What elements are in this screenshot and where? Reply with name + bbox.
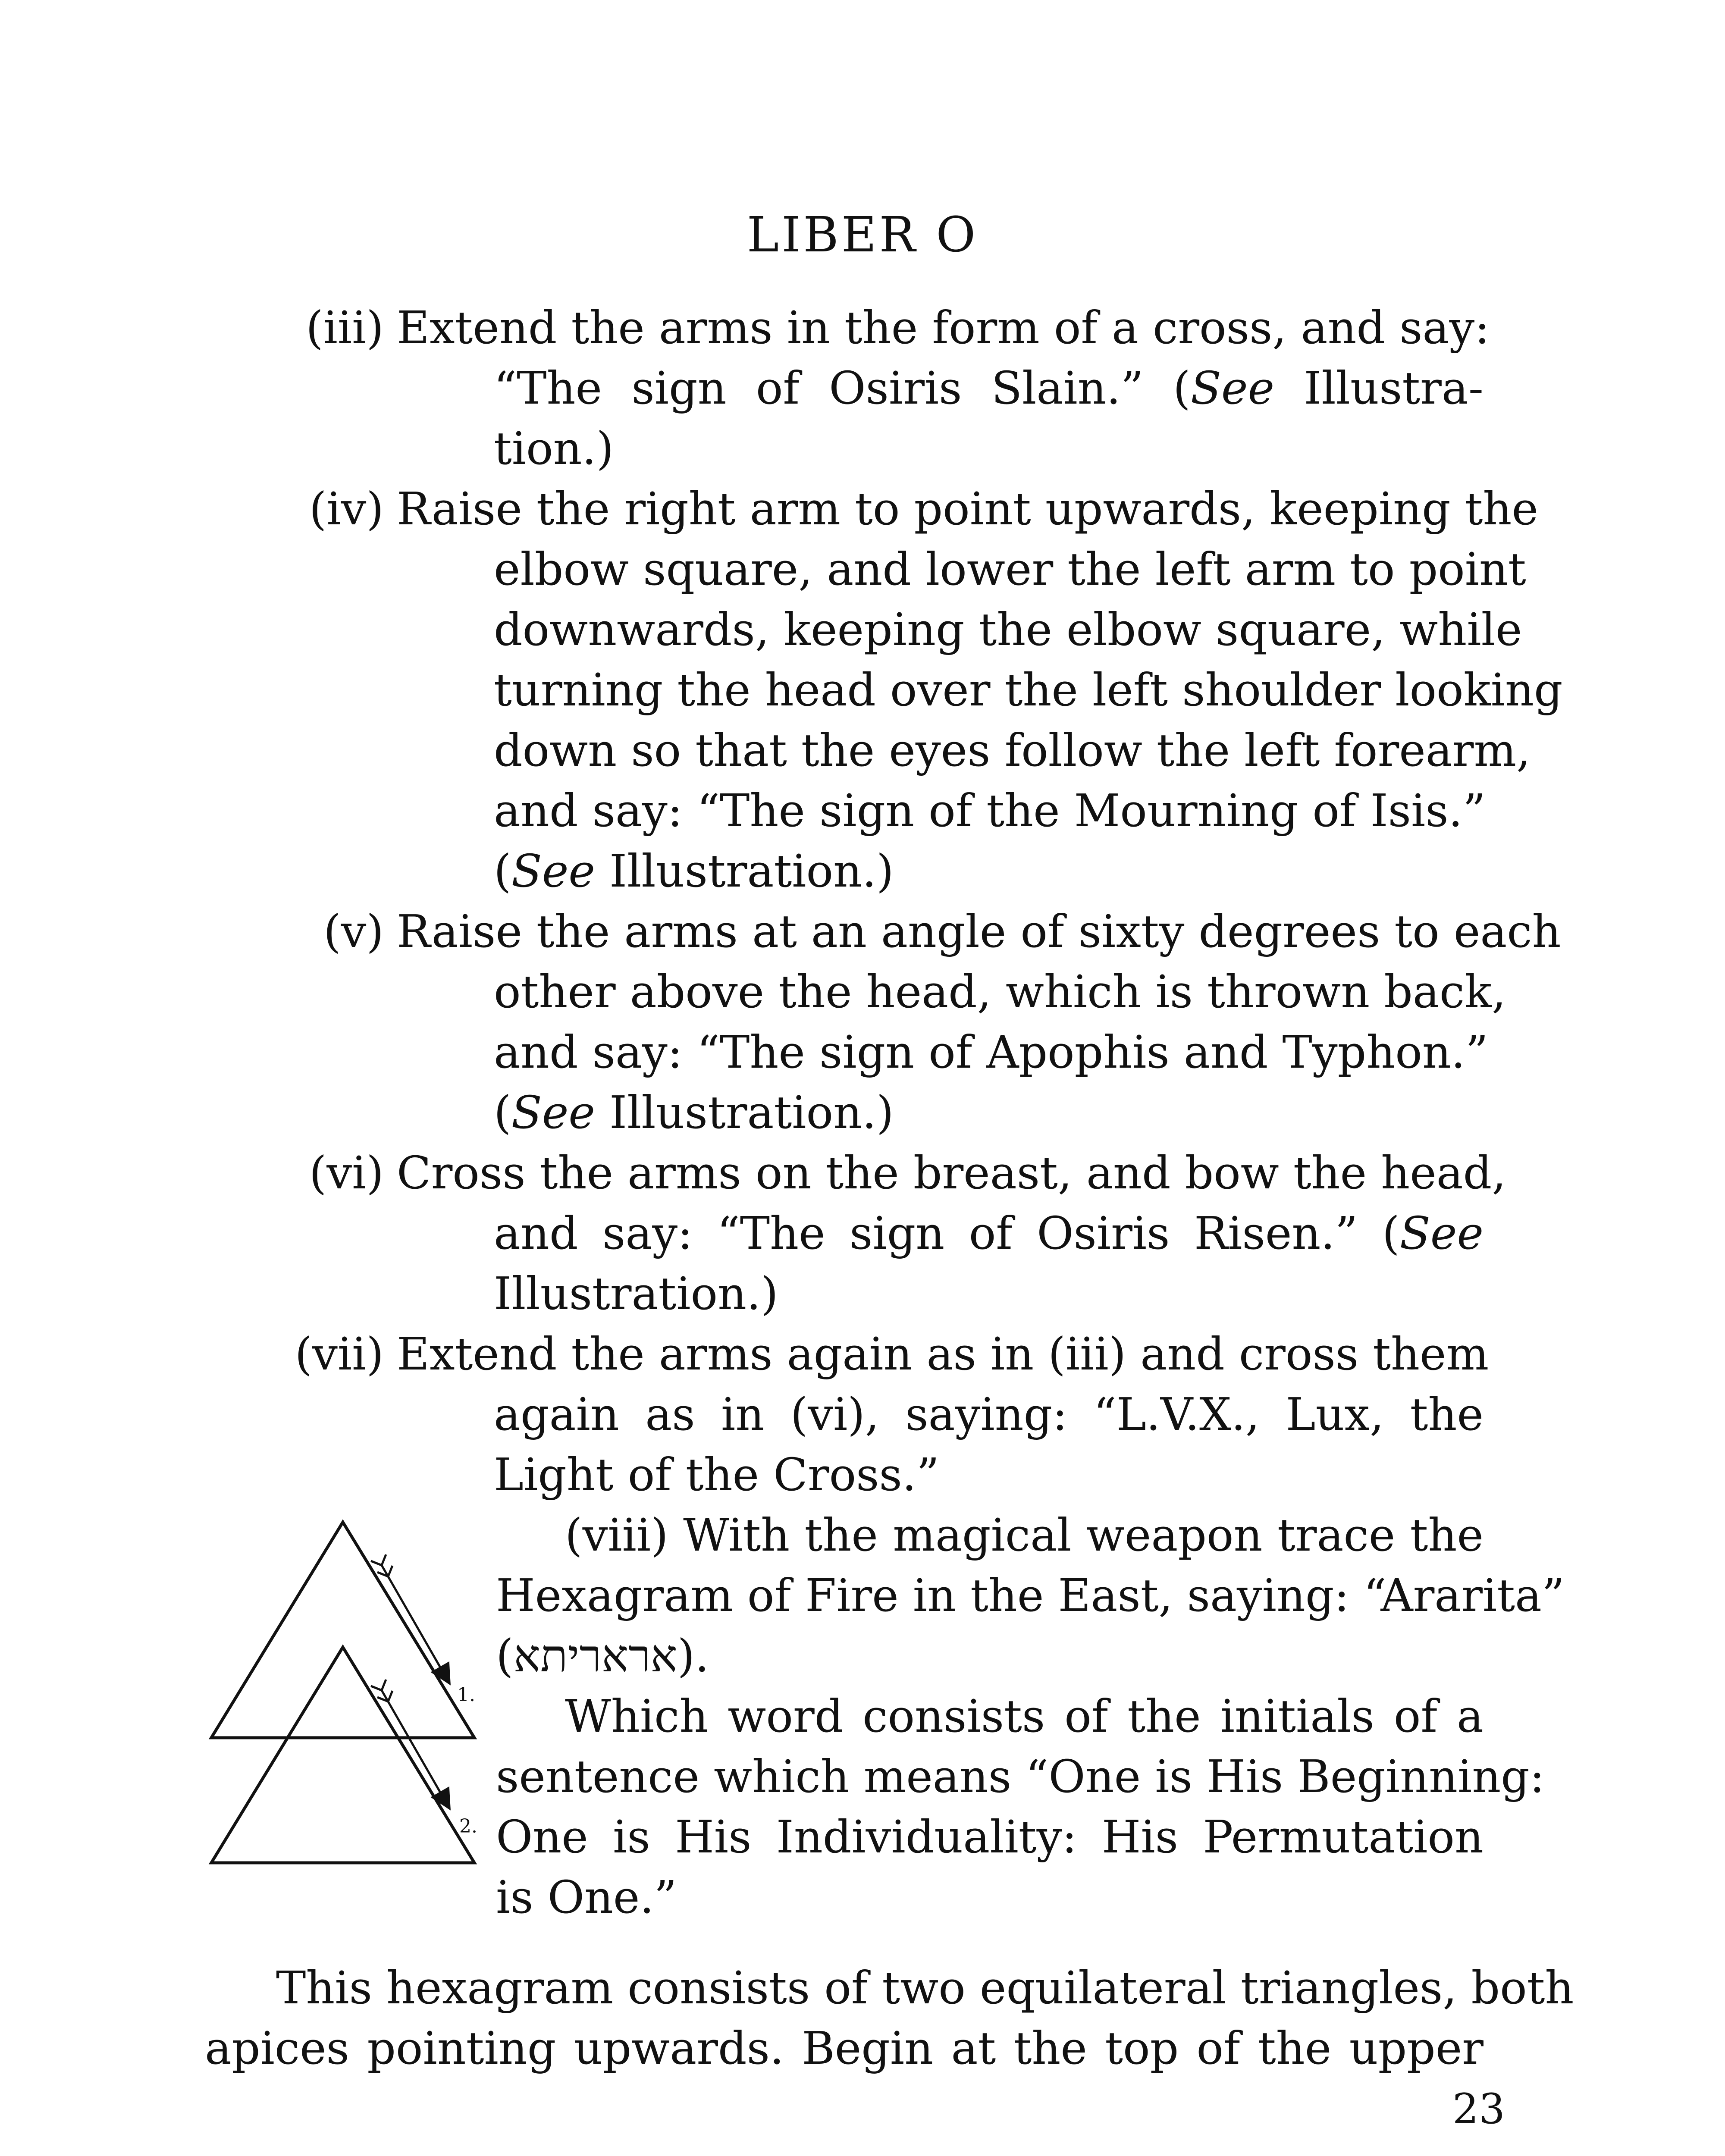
item-v-line-1: Raise the arms at an angle of sixty degrees to each <box>397 905 1561 958</box>
item-viii-line-5: sentence which means “One is His Beginning: <box>496 1750 1545 1803</box>
item-iv-line-2: elbow square, and lower the left arm to point <box>494 543 1526 595</box>
item-number-vi: (vi) <box>309 1147 384 1199</box>
figure-label-2: 2. <box>459 1815 477 1837</box>
item-v-line-2: other above the head, which is thrown back, <box>494 965 1506 1018</box>
item-number-vii: (vii) <box>295 1328 384 1380</box>
item-number-iii: (iii) <box>306 301 384 354</box>
trace-arrow-1 <box>382 1565 448 1682</box>
running-head: LIBER O <box>746 207 979 263</box>
item-vi-line-3: Illustration.) <box>494 1267 778 1320</box>
upper-triangle <box>211 1522 474 1738</box>
item-iii-line-3: tion.) <box>494 422 614 475</box>
closing-line-2: apices pointing upwards. Begin at the top of the upper <box>205 2022 1484 2075</box>
page-number: 23 <box>1452 2085 1505 2133</box>
item-iv-line-6: and say: “The sign of the Mourning of Isis.” <box>494 784 1486 837</box>
item-iv-line-1: Raise the right arm to point upwards, keeping the <box>397 483 1539 535</box>
figure-label-1: 1. <box>457 1684 475 1706</box>
item-viii-line-6: One is His Individuality: His Permutation <box>496 1811 1484 1863</box>
item-vii-line-3: Light of the Cross.” <box>494 1448 940 1501</box>
item-iii-line-2: “The sign of Osiris Slain.” (See Illustra- <box>494 362 1484 414</box>
hexagram-of-fire-figure <box>0 0 518 1940</box>
item-vi-line-1: Cross the arms on the breast, and bow the head, <box>397 1147 1506 1199</box>
item-iii-line-1: Extend the arms in the form of a cross, and say: <box>397 301 1490 354</box>
item-vii-line-1: Extend the arms again as in (iii) and cross them <box>397 1328 1489 1380</box>
item-number-v: (v) <box>323 905 384 958</box>
item-iv-line-5: down so that the eyes follow the left forearm, <box>494 724 1531 777</box>
item-vi-line-2: and say: “The sign of Osiris Risen.” (See <box>494 1207 1484 1260</box>
item-iv-line-7: (See Illustration.) <box>494 845 894 897</box>
item-v-line-4: (See Illustration.) <box>494 1086 894 1139</box>
item-iv-line-4: turning the head over the left shoulder looking <box>494 664 1563 716</box>
item-number-iv: (iv) <box>309 483 384 535</box>
item-vii-line-2: again as in (vi), saying: “L.V.X., Lux, the <box>494 1388 1484 1441</box>
item-viii-line-3: (אראריתא). <box>496 1630 709 1682</box>
item-iv-line-3: downwards, keeping the elbow square, while <box>494 603 1522 656</box>
item-viii-line-4: Which word consists of the initials of a <box>565 1690 1484 1742</box>
trace-arrow-2 <box>382 1690 448 1807</box>
item-viii-line-7: is One.” <box>496 1871 677 1924</box>
item-viii-line-1: (viii) With the magical weapon trace the <box>565 1509 1484 1561</box>
closing-line-1: This hexagram consists of two equilateral triangles, both <box>276 1962 1574 2014</box>
item-v-line-3: and say: “The sign of Apophis and Typhon.” <box>494 1026 1489 1078</box>
item-viii-line-2: Hexagram of Fire in the East, saying: “Ararita” <box>496 1569 1565 1622</box>
lower-triangle <box>211 1647 474 1863</box>
